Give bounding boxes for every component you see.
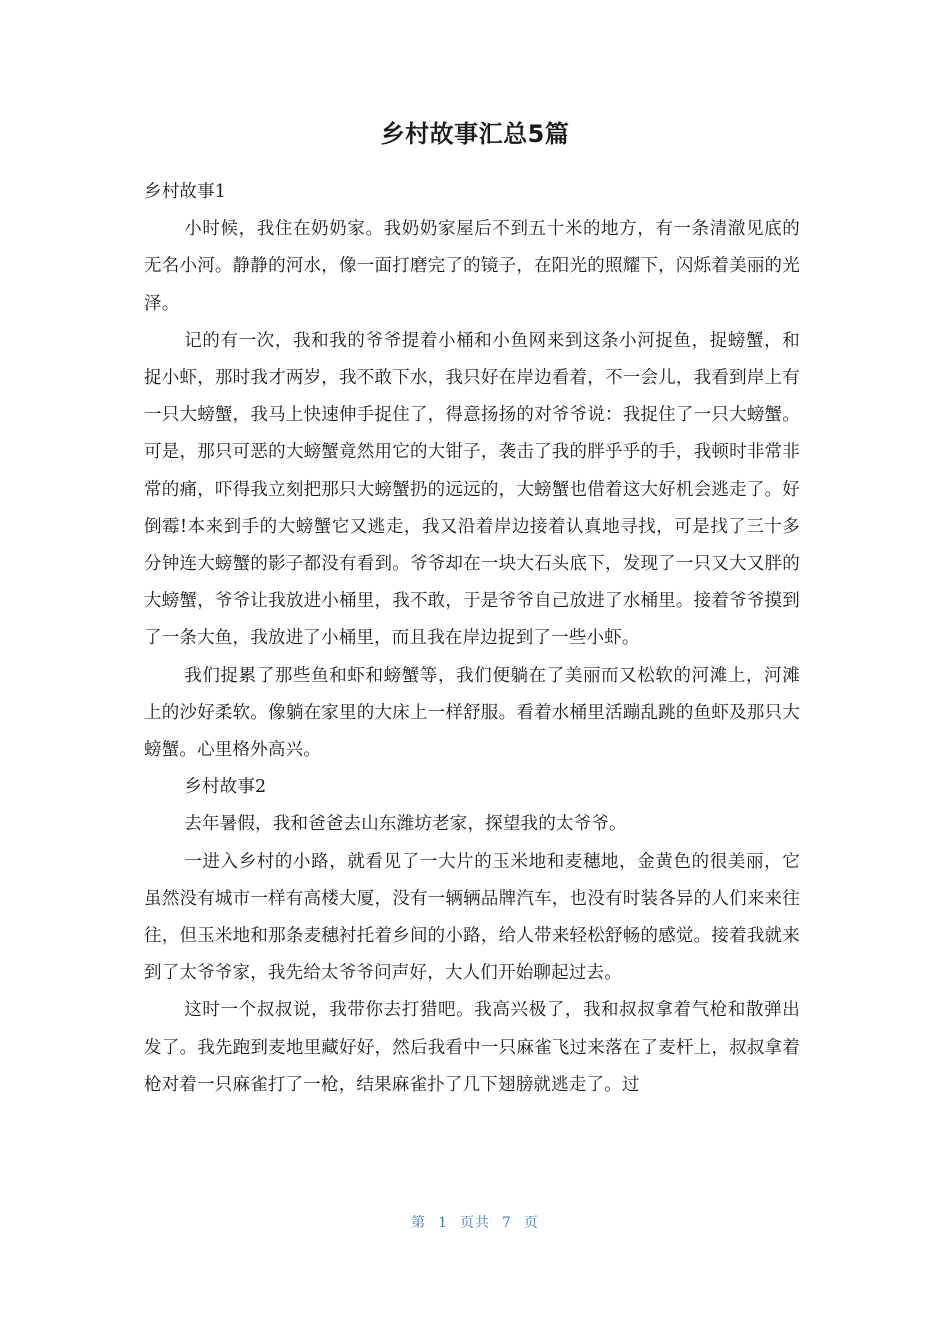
section-heading-story-1: 乡村故事1 xyxy=(144,182,227,202)
section-heading-story-2: 乡村故事2 xyxy=(184,777,267,798)
document-body xyxy=(144,174,800,1104)
footer-end-label: 页 xyxy=(523,1215,539,1231)
footer-of-label: 页共 xyxy=(460,1215,490,1231)
paragraph: 去年暑假，我和爸爸去山东潍坊老家，探望我的太爷爷。 xyxy=(184,814,627,835)
document-title: 乡村故事汇总5篇 xyxy=(380,120,570,148)
footer-current-page: 1 xyxy=(438,1215,448,1231)
paragraph: 我们捉累了那些鱼和虾和螃蟹等，我们便躺在了美丽而又松软的河滩上，河滩上的沙好柔软。像躺在家里的大床上一样舒服。看着水桶里活蹦乱跳的鱼虾及那只大螃蟹。心里格外高兴。 xyxy=(144,665,800,761)
paragraph: 记的有一次，我和我的爷爷提着小桶和小鱼网来到这条小河捉鱼，捉螃蟹，和捉小虾，那时我才两岁，我不敢下水，我只好在岸边看着，不一会儿，我看到岸上有一只大螃蟹，我马上快速伸手捉住了，得意扬扬的对爷爷说：我捉住了一只大螃蟹。可是，那只可恶的大螃蟹竟然用它的大钳子，袭击了我的胖乎乎的手，我顿时非常非常的痛，吓得我立刻把那只大螃蟹扔的远远的，大螃蟹也借着这大好机会逃走了。好倒霉!本来到手的大螃蟹它又逃走，我又沿着岸边接着认真地寻找，可是找了三十多分钟连大螃蟹的影子都没有看到。爷爷却在一块大石头底下，发现了一只又大又胖的大螃蟹，爷爷让我放进小桶里，我不敢，于是爷爷自己放进了水桶里。接着爷爷摸到了一条大鱼，我放进了小桶里，而且我在岸边捉到了一些小虾。 xyxy=(144,330,800,649)
footer-total-pages: 7 xyxy=(502,1215,512,1231)
paragraph: 小时候，我住在奶奶家。我奶奶家屋后不到五十米的地方，有一条清澈见底的无名小河。静静的河水，像一面打磨完了的镜子，在阳光的照耀下，闪烁着美丽的光泽。 xyxy=(144,219,800,314)
paragraph: 这时一个叔叔说，我带你去打猎吧。我高兴极了，我和叔叔拿着气枪和散弹出发了。我先跑到麦地里藏好好，然后我看中一只麻雀飞过来落在了麦杆上，叔叔拿着枪对着一只麻雀打了一枪，结果麻雀扑了几下翅膀就逃走了。过 xyxy=(144,1000,800,1095)
paragraph: 一进入乡村的小路，就看见了一大片的玉米地和麦穗地，金黄色的很美丽，它虽然没有城市一样有高楼大厦，没有一辆辆品牌汽车，也没有时装各异的人们来来往往，但玉米地和那条麦穗衬托着乡间的小路，给人带来轻松舒畅的感觉。接着我就来到了太爷爷家，我先给太爷爷问声好，大人们开始聊起过去。 xyxy=(144,851,800,984)
page-footer xyxy=(0,1212,950,1232)
footer-page-label: 第 xyxy=(411,1215,427,1231)
